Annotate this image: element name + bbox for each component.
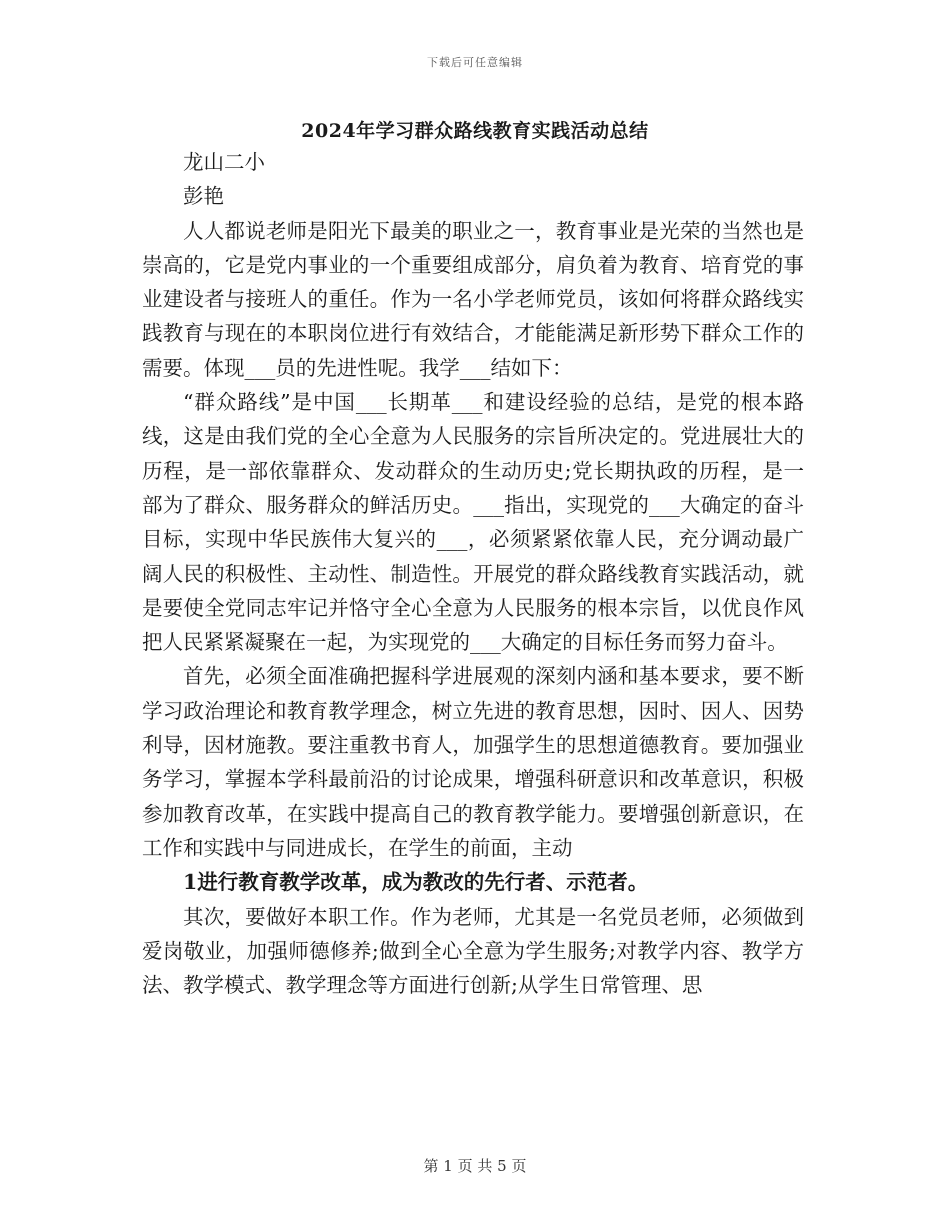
header-note: 下载后可任意编辑 — [427, 56, 523, 69]
paragraph-first: 首先，必须全面准确把握科学进展观的深刻内涵和基本要求，要不断学习政治理论和教育教学理念，树立先进的教育思想，因时、因人、因势利导，因材施教。要注重教书育人，加强学生的思想道德教育。要加强业务学习，掌握本学科最前沿的讨论成果，增强科研意识和改革意识，积极参加教育改革，在实践中提高自己的教育教学能力。要增强创新意识，在工作和实践中与同进成长，在学生的前面，主动 — [142, 664, 804, 860]
paragraph-bold-line: 1进行教育教学改革，成为教改的先行者、示范者。 — [183, 870, 649, 895]
page-footer: 第 1 页 共 5 页 — [423, 1157, 527, 1175]
paragraph-intro: 人人都说老师是阳光下最美的职业之一，教育事业是光荣的当然也是崇高的，它是党内事业的一个重要组成部分，肩负着为教育、培育党的事业建设者与接班人的重任。作为一名小学老师党员，该如何将群众路线实践教育与现在的本职岗位进行有效结合，才能能满足新形势下群众工作的需要。体现___员的先进性呢。我学___结如下： — [142, 218, 804, 380]
document-title: 2024年学习群众路线教育实践活动总结 — [301, 120, 649, 142]
school-name: 龙山二小 — [183, 150, 265, 174]
author-name: 彭艳 — [183, 184, 224, 209]
document-body — [142, 145, 804, 1002]
paragraph-second: 其次，要做好本职工作。作为老师，尤其是一名党员老师，必须做到爱岗敬业，加强师德修养;做到全心全意为学生服务;对教学内容、教学方法、教学模式、教学理念等方面进行创新;从学生日常管理、思 — [142, 904, 804, 998]
paragraph-mass-line: “群众路线”是中国___长期革___和建设经验的总结，是党的根本路线，这是由我们党的全心全意为人民服务的宗旨所决定的。党进展壮大的历程，是一部依靠群众、发动群众的生动历史;党长期执政的历程，是一部为了群众、服务群众的鲜活历史。___指出，实现党的___大确定的奋斗目标，实现中华民族伟大复兴的___，必须紧紧依靠人民，充分调动最广阔人民的积极性、主动性、制造性。开展党的群众路线教育实践活动，就是要使全党同志牢记并恪守全心全意为人民服务的根本宗旨，以优良作风把人民紧紧凝聚在一起，为实现党的___大确定的目标任务而努力奋斗。 — [142, 390, 804, 655]
